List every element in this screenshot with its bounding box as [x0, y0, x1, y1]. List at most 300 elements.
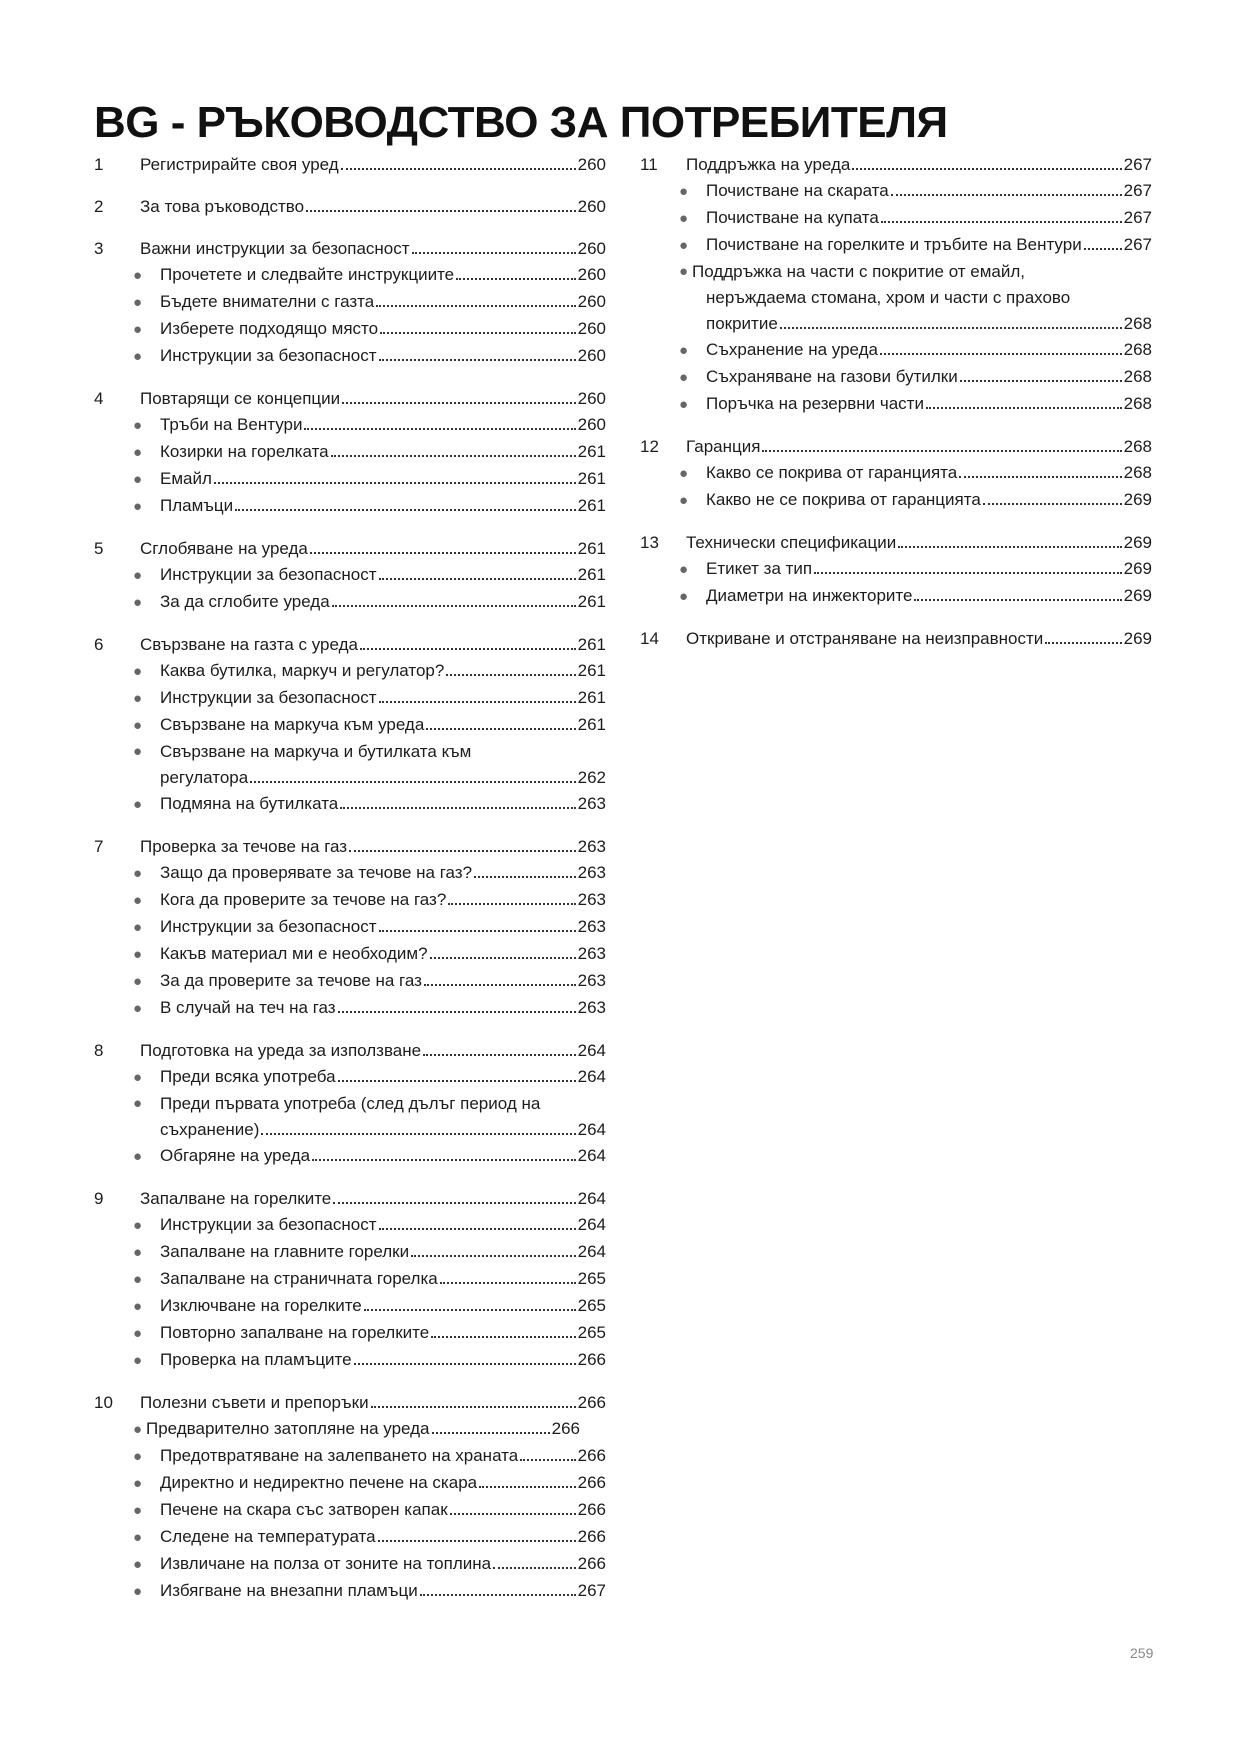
bullet-icon: ●: [132, 919, 142, 936]
bullet-icon: ●: [132, 663, 142, 680]
section-number: 1: [94, 155, 104, 174]
subentry-title: Почистване на горелките и тръбите на Вентури: [706, 235, 1082, 254]
toc-subentry[interactable]: [94, 1347, 606, 1374]
page-ref: 263: [577, 944, 606, 963]
section-number: 2: [94, 197, 104, 216]
subentry-title: Инструкции за безопасност: [160, 565, 377, 584]
toc-subentry[interactable]: [94, 860, 606, 887]
toc-subentry[interactable]: [94, 914, 606, 941]
dot-leader: [762, 450, 1121, 452]
dot-leader: [376, 305, 575, 307]
toc-entry[interactable]: [94, 536, 606, 562]
bullet-icon: ●: [678, 183, 688, 200]
section-title: Свързване на газта с уреда: [140, 635, 358, 654]
page-ref: 269: [1123, 533, 1152, 552]
section-title: Гаранция: [686, 437, 761, 456]
toc-subentry[interactable]: [94, 1470, 606, 1497]
bullet-icon: ●: [132, 1556, 142, 1573]
toc-subentry[interactable]: [94, 439, 606, 466]
page-ref: 265: [577, 1269, 606, 1288]
toc-subentry[interactable]: [94, 1524, 606, 1551]
dot-leader: [371, 1406, 576, 1408]
bullet-icon: ●: [132, 946, 142, 963]
toc-left-column: [94, 152, 606, 1621]
page-ref: 261: [577, 565, 606, 584]
page-ref: 268: [1123, 367, 1152, 386]
subentry-title: Проверка на пламъците: [160, 1350, 352, 1369]
bullet-icon: ●: [132, 1298, 142, 1315]
toc-subentry[interactable]: [640, 364, 1152, 391]
section-title: Регистрирайте своя уред: [140, 155, 339, 174]
dot-leader: [333, 1202, 575, 1204]
subentry-title: Преди всяка употреба: [160, 1067, 336, 1086]
toc-subentry[interactable]: [640, 259, 1152, 337]
bullet-icon: ●: [132, 1271, 142, 1288]
dot-leader: [431, 1336, 575, 1338]
page-ref: 260: [577, 389, 606, 408]
subentry-title: регулатора: [160, 768, 249, 787]
bullet-icon: ●: [678, 210, 688, 227]
toc-subentry[interactable]: [94, 589, 606, 616]
section-number: 12: [640, 437, 659, 456]
dot-leader: [379, 701, 576, 703]
page-ref: 260: [577, 346, 606, 365]
toc-subentry[interactable]: [94, 562, 606, 589]
subentry-title: В случай на теч на газ: [160, 998, 336, 1017]
page-ref: 268: [1123, 394, 1152, 413]
dot-leader: [354, 1363, 576, 1365]
toc-entry[interactable]: [94, 152, 606, 178]
section-title: Откриване и отстраняване на неизправности: [686, 629, 1044, 648]
section-number: 5: [94, 539, 104, 558]
page-ref: 260: [577, 292, 606, 311]
toc-subentry[interactable]: [94, 1578, 606, 1605]
dot-leader: [914, 599, 1121, 601]
page-ref: 260: [577, 239, 606, 258]
dot-leader: [312, 1159, 576, 1161]
page-ref: 268: [1123, 437, 1152, 456]
toc-section-1: [94, 152, 606, 178]
toc-subentry[interactable]: [94, 1551, 606, 1578]
page-ref: 266: [577, 1446, 606, 1465]
subentry-title: Инструкции за безопасност: [160, 1215, 377, 1234]
page-ref: 263: [577, 917, 606, 936]
dot-leader: [338, 1080, 576, 1082]
page-ref: 269: [1123, 586, 1152, 605]
toc-subentry[interactable]: [94, 343, 606, 370]
page-ref: 269: [1123, 490, 1152, 509]
toc-entry[interactable]: [94, 632, 606, 658]
bullet-icon: ●: [132, 1421, 142, 1438]
section-number: 7: [94, 837, 104, 856]
toc-entry[interactable]: [94, 1186, 606, 1212]
subentry-title: Обгаряне на уреда: [160, 1146, 311, 1165]
dot-leader: [332, 605, 576, 607]
dot-leader: [380, 332, 576, 334]
page-ref: 269: [1123, 559, 1152, 578]
dot-leader: [881, 221, 1122, 223]
subentry-title: Запалване на страничната горелка: [160, 1269, 438, 1288]
subentry-title: Избягване на внезапни пламъци: [160, 1581, 418, 1600]
toc-subentry[interactable]: [94, 1443, 606, 1470]
dot-leader: [450, 1513, 576, 1515]
subentry-title: Извличане на полза от зоните на топлина: [160, 1554, 492, 1573]
page-number: 259: [1130, 1645, 1154, 1661]
toc-entry[interactable]: [94, 194, 606, 220]
toc-section-11: [640, 152, 1152, 418]
toc-entry[interactable]: [640, 152, 1152, 178]
toc-subentry[interactable]: [640, 487, 1152, 514]
page-ref: 260: [577, 197, 606, 216]
dot-leader: [378, 1540, 576, 1542]
page-ref: 263: [577, 890, 606, 909]
toc-subentry[interactable]: [94, 968, 606, 995]
section-number: 13: [640, 533, 659, 552]
toc-subentry[interactable]: [94, 1239, 606, 1266]
subentry-title: За да сглобите уреда: [160, 592, 330, 611]
subentry-title: Предотвратяване на залепването на храната: [160, 1446, 519, 1465]
page-ref: 265: [577, 1296, 606, 1315]
bullet-icon: ●: [132, 348, 142, 365]
subentry-title: Етикет за тип: [706, 559, 813, 578]
bullet-icon: ●: [132, 567, 142, 584]
dot-leader: [852, 168, 1121, 170]
bullet-icon: ●: [132, 594, 142, 611]
subentry-title: Печене на скара със затворен капак: [160, 1500, 448, 1519]
dot-leader: [261, 1133, 575, 1135]
page-ref: 264: [577, 1067, 606, 1086]
dot-leader: [424, 984, 576, 986]
page-ref: 263: [577, 863, 606, 882]
section-title: Технически спецификации: [686, 533, 897, 552]
page-ref: 260: [577, 319, 606, 338]
toc-section-14: [640, 626, 1152, 652]
page-ref: 263: [577, 837, 606, 856]
dot-leader: [1045, 642, 1121, 644]
section-number: 9: [94, 1189, 104, 1208]
toc-section-10: [94, 1390, 606, 1605]
dot-leader: [342, 402, 575, 404]
page-ref: 260: [577, 265, 606, 284]
bullet-icon: ●: [132, 1502, 142, 1519]
dot-leader: [1084, 248, 1122, 250]
subentry-title: Поръчка на резервни части: [706, 394, 924, 413]
section-title: Запалване на горелките: [140, 1189, 332, 1208]
page-ref: 261: [577, 442, 606, 461]
bullet-icon: ●: [132, 796, 142, 813]
section-title: Сглобяване на уреда: [140, 539, 308, 558]
dot-leader: [304, 428, 575, 430]
page-ref: 267: [1123, 181, 1152, 200]
bullet-icon: ●: [132, 267, 142, 284]
toc-subentry[interactable]: [94, 739, 606, 791]
subentry-title: Бъдете внимателни с газта: [160, 292, 375, 311]
dot-leader: [780, 327, 1122, 329]
page-ref: 264: [577, 1189, 606, 1208]
dot-leader: [411, 1255, 576, 1257]
toc-section-13: [640, 530, 1152, 610]
subentry-title: Свързване на маркуча към уреда: [160, 715, 425, 734]
toc-entry[interactable]: [94, 1038, 606, 1064]
toc-subentry[interactable]: [94, 1320, 606, 1347]
subentry-title-line: Поддръжка на части с покритие от емайл,: [692, 262, 1026, 281]
bullet-icon: ●: [132, 1325, 142, 1342]
toc-subentry[interactable]: [640, 556, 1152, 583]
bullet-icon: ●: [678, 342, 688, 359]
subentry-title: Инструкции за безопасност: [160, 917, 377, 936]
subentry-title: Козирки на горелката: [160, 442, 329, 461]
subentry-title: Предварително затопляне на уреда: [146, 1419, 430, 1438]
subentry-title: Подмяна на бутилката: [160, 794, 339, 813]
toc-subentry[interactable]: [94, 1266, 606, 1293]
toc-subentry[interactable]: [94, 1143, 606, 1170]
bullet-icon: ●: [132, 321, 142, 338]
dot-leader: [520, 1459, 575, 1461]
subentry-title: Инструкции за безопасност: [160, 346, 377, 365]
toc-subentry[interactable]: [94, 658, 606, 685]
bullet-icon: ●: [132, 417, 142, 434]
page-ref: 266: [577, 1473, 606, 1492]
toc-subentry[interactable]: [94, 712, 606, 739]
dot-leader: [474, 876, 576, 878]
page-ref: 261: [577, 715, 606, 734]
page-ref: 268: [1123, 340, 1152, 359]
dot-leader: [379, 930, 576, 932]
dot-leader: [898, 546, 1121, 548]
toc-subentry[interactable]: [640, 391, 1152, 418]
dot-leader: [214, 482, 576, 484]
page-ref: 269: [1123, 629, 1152, 648]
toc-subentry[interactable]: [94, 1064, 606, 1091]
dot-leader: [306, 210, 576, 212]
subentry-title: Повторно запалване на горелките: [160, 1323, 430, 1342]
dot-leader: [814, 572, 1122, 574]
dot-leader: [423, 1054, 576, 1056]
toc-section-2: [94, 194, 606, 220]
toc-section-8: [94, 1038, 606, 1170]
toc-subentry[interactable]: [640, 460, 1152, 487]
dot-leader: [493, 1567, 576, 1569]
dot-leader: [448, 903, 575, 905]
page-ref: 264: [577, 1215, 606, 1234]
page-ref: 262: [577, 768, 606, 787]
subentry-title: Инструкции за безопасност: [160, 688, 377, 707]
toc-subentry[interactable]: [94, 316, 606, 343]
bullet-icon: ●: [132, 1352, 142, 1369]
toc-subentry[interactable]: [94, 995, 606, 1022]
section-title: Поддръжка на уреда: [686, 155, 851, 174]
toc-subentry[interactable]: [94, 493, 606, 520]
toc-subentry[interactable]: [640, 232, 1152, 259]
dot-leader: [360, 648, 576, 650]
toc-subentry[interactable]: [94, 289, 606, 316]
dot-leader: [456, 278, 576, 280]
toc-entry[interactable]: [94, 386, 606, 412]
toc-section-3: [94, 236, 606, 370]
subentry-title-line: неръждаема стомана, хром и части с прахово: [706, 288, 1071, 307]
subentry-title: Съхраняване на газови бутилки: [706, 367, 958, 386]
page-ref: 260: [577, 415, 606, 434]
dot-leader: [364, 1309, 576, 1311]
section-title: Полезни съвети и препоръки: [140, 1393, 369, 1412]
toc-subentry[interactable]: [94, 466, 606, 493]
bullet-icon: ●: [132, 1244, 142, 1261]
dot-leader: [891, 194, 1122, 196]
toc-section-7: [94, 834, 606, 1022]
bullet-icon: ●: [132, 973, 142, 990]
section-number: 6: [94, 635, 104, 654]
page-ref: 260: [577, 155, 606, 174]
section-title: Повтарящи се концепции: [140, 389, 341, 408]
dot-leader: [341, 168, 576, 170]
subentry-title: Изключване на горелките: [160, 1296, 362, 1315]
subentry-title-line: Свързване на маркуча и бутилката към: [160, 742, 472, 761]
toc-entry[interactable]: [94, 236, 606, 262]
toc-right-column: [640, 152, 1152, 668]
dot-leader: [960, 380, 1122, 382]
dot-leader: [340, 807, 575, 809]
subentry-title: Пламъци: [160, 496, 234, 515]
toc-subentry[interactable]: [94, 887, 606, 914]
section-number: 4: [94, 389, 104, 408]
subentry-title: Диаметри на инжекторите: [706, 586, 913, 605]
subentry-title: Прочетете и следвайте инструкциите: [160, 265, 455, 284]
toc-subentry[interactable]: [640, 178, 1152, 205]
dot-leader: [983, 503, 1122, 505]
toc-subentry[interactable]: [94, 1091, 606, 1143]
section-number: 14: [640, 629, 659, 648]
toc-subentry[interactable]: [94, 685, 606, 712]
toc-subentry[interactable]: [94, 791, 606, 818]
page-ref: 264: [577, 1041, 606, 1060]
bullet-icon: ●: [132, 498, 142, 515]
bullet-icon: ●: [132, 444, 142, 461]
bullet-icon: ●: [678, 263, 688, 280]
bullet-icon: ●: [132, 1529, 142, 1546]
toc-subentry[interactable]: [94, 1416, 580, 1443]
page-ref: 261: [577, 635, 606, 654]
subentry-title: Емайл: [160, 469, 212, 488]
toc-section-5: [94, 536, 606, 616]
subentry-title: Почистване на скарата: [706, 181, 889, 200]
toc-section-12: [640, 434, 1152, 514]
subentry-title-line: Преди първата употреба (след дълъг период на: [160, 1094, 541, 1113]
dot-leader: [959, 476, 1121, 478]
dot-leader: [432, 1432, 550, 1434]
toc-subentry[interactable]: [94, 1293, 606, 1320]
page-ref: 267: [1123, 155, 1152, 174]
subentry-title: Почистване на купата: [706, 208, 879, 227]
page-ref: 263: [577, 971, 606, 990]
dot-leader: [349, 850, 576, 852]
toc-entry[interactable]: [640, 530, 1152, 556]
subentry-title: Изберете подходящо място: [160, 319, 379, 338]
toc-section-6: [94, 632, 606, 818]
dot-leader: [426, 728, 575, 730]
toc-subentry[interactable]: [640, 337, 1152, 364]
section-number: 11: [640, 155, 658, 174]
dot-leader: [440, 1282, 576, 1284]
toc-subentry[interactable]: [94, 412, 606, 439]
page-ref: 264: [577, 1242, 606, 1261]
section-number: 3: [94, 239, 104, 258]
subentry-title: Какъв материал ми е необходим?: [160, 944, 428, 963]
bullet-icon: ●: [132, 471, 142, 488]
dot-leader: [420, 1594, 576, 1596]
dot-leader: [331, 455, 576, 457]
bullet-icon: ●: [132, 690, 142, 707]
bullet-icon: ●: [678, 465, 688, 482]
toc-entry[interactable]: [640, 434, 1152, 460]
page-ref: 261: [577, 661, 606, 680]
dot-leader: [379, 1228, 576, 1230]
toc-subentry[interactable]: [94, 941, 606, 968]
dot-leader: [250, 781, 575, 783]
page-ref: 261: [577, 688, 606, 707]
page-ref: 264: [577, 1146, 606, 1165]
subentry-title: съхранение): [160, 1120, 260, 1139]
page-ref: 263: [577, 998, 606, 1017]
page-ref: 267: [1123, 208, 1152, 227]
subentry-title: Защо да проверявате за течове на газ?: [160, 863, 473, 882]
page-ref: 267: [577, 1581, 606, 1600]
section-number: 8: [94, 1041, 104, 1060]
subentry-title: Какво не се покрива от гаранцията: [706, 490, 981, 509]
dot-leader: [235, 509, 575, 511]
toc-subentry[interactable]: [94, 1497, 606, 1524]
page-ref: 266: [577, 1350, 606, 1369]
toc-subentry[interactable]: [640, 583, 1152, 610]
dot-leader: [379, 578, 576, 580]
bullet-icon: ●: [678, 588, 688, 605]
toc-subentry[interactable]: [94, 1212, 606, 1239]
page-ref: 261: [577, 539, 606, 558]
section-title: Подготовка на уреда за използване: [140, 1041, 422, 1060]
toc-section-4: [94, 386, 606, 520]
bullet-icon: ●: [132, 1583, 142, 1600]
subentry-title: покритие: [706, 314, 778, 333]
page-ref: 265: [577, 1323, 606, 1342]
subentry-title: Каква бутилка, маркуч и регулатор?: [160, 661, 445, 680]
bullet-icon: ●: [132, 1069, 142, 1086]
subentry-title: Какво се покрива от гаранцията: [706, 463, 958, 482]
toc-entry[interactable]: [94, 834, 606, 860]
page-ref: 268: [1123, 463, 1152, 482]
bullet-icon: ●: [678, 561, 688, 578]
section-title: За това ръководство: [140, 197, 305, 216]
page-ref: 266: [577, 1527, 606, 1546]
bullet-icon: ●: [678, 492, 688, 509]
bullet-icon: ●: [132, 892, 142, 909]
toc-subentry[interactable]: [640, 205, 1152, 232]
dot-leader: [446, 674, 575, 676]
page-ref: 266: [577, 1554, 606, 1573]
bullet-icon: ●: [678, 396, 688, 413]
section-number: 10: [94, 1393, 113, 1412]
toc-entry[interactable]: [94, 1390, 606, 1416]
subentry-title: Директно и недиректно печене на скара: [160, 1473, 478, 1492]
dot-leader: [338, 1011, 576, 1013]
page-ref: 268: [1123, 314, 1152, 333]
page-ref: 261: [577, 469, 606, 488]
toc-section-9: [94, 1186, 606, 1374]
subentry-title: Следене на температурата: [160, 1527, 376, 1546]
section-title: Важни инструкции за безопасност: [140, 239, 410, 258]
page-ref: 267: [1123, 235, 1152, 254]
toc-entry[interactable]: [640, 626, 1152, 652]
toc-subentry[interactable]: [94, 262, 606, 289]
dot-leader: [880, 353, 1122, 355]
